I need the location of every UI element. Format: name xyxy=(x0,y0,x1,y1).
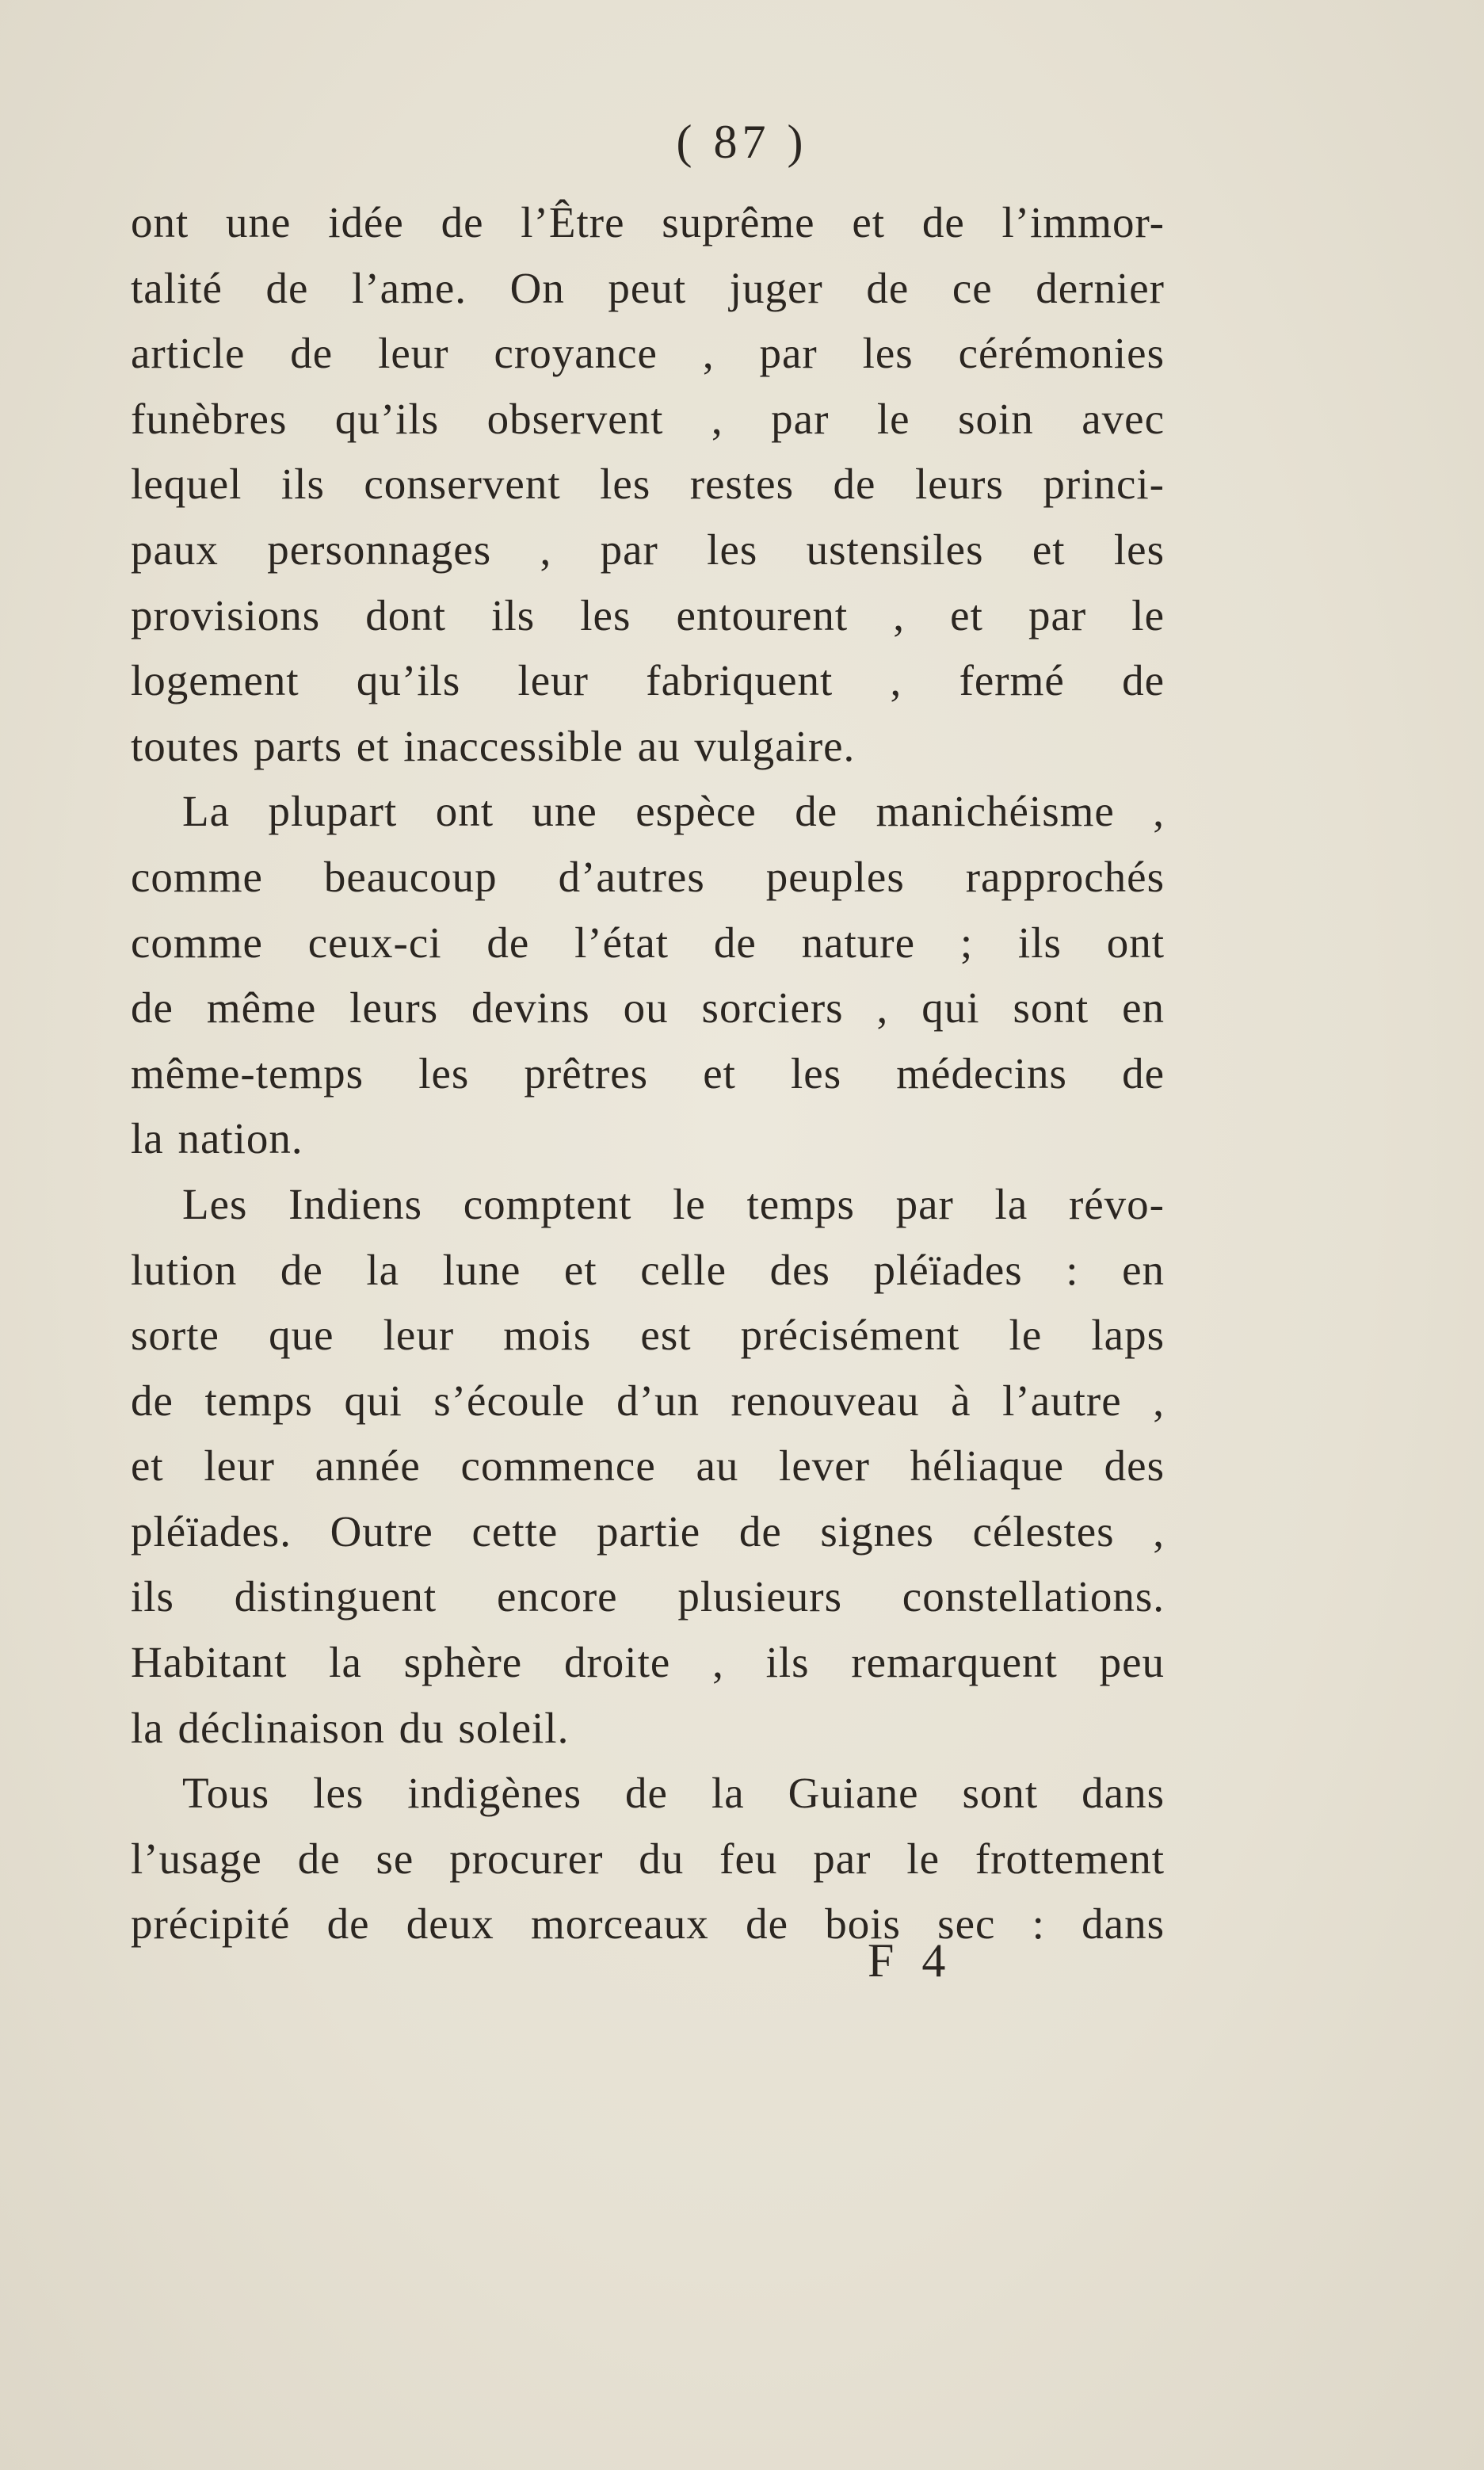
text-line: funèbres qu’ils observent , par le soin avec xyxy=(131,394,1165,443)
text-line: de même leurs devins ou sorciers , qui sont en xyxy=(131,983,1165,1033)
paragraph xyxy=(131,190,1165,779)
paragraph xyxy=(131,779,1165,1172)
text-line: talité de l’ame. On peut juger de ce dernier xyxy=(131,263,1165,312)
text-line: lequel ils conservent les restes de leurs princi- xyxy=(131,460,1165,509)
signature-mark: F 4 xyxy=(868,1934,954,1987)
text-line: logement qu’ils leur fabriquent , fermé de xyxy=(131,656,1165,705)
text-line: et leur année commence au lever héliaque des xyxy=(131,1441,1165,1491)
paragraph xyxy=(131,1761,1165,1957)
text-line: comme beaucoup d’autres peuples rapprochés xyxy=(131,852,1165,901)
text-line: Habitant la sphère droite , ils remarquent peu xyxy=(131,1638,1165,1687)
text-line: l’usage de se procurer du feu par le frottement xyxy=(131,1834,1165,1883)
text-line: comme ceux-ci de l’état de nature ; ils ont xyxy=(131,918,1165,967)
text-line: La plupart ont une espèce de manichéisme , xyxy=(182,787,1165,836)
body-text xyxy=(131,190,1165,1957)
text-line: toutes parts et inaccessible au vulgaire. xyxy=(131,721,856,770)
text-line: Les Indiens comptent le temps par la révo- xyxy=(182,1179,1165,1228)
text-line: la nation. xyxy=(131,1114,303,1163)
text-line: article de leur croyance , par les cérémonies xyxy=(131,329,1165,378)
text-line: de temps qui s’écoule d’un renouveau à l’autre , xyxy=(131,1376,1165,1425)
text-line: lution de la lune et celle des pléïades : en xyxy=(131,1245,1165,1294)
text-line: sorte que leur mois est précisément le laps xyxy=(131,1311,1165,1360)
text-line: même-temps les prêtres et les médecins de xyxy=(131,1048,1165,1098)
text-line: paux personnages , par les ustensiles et les xyxy=(131,525,1165,574)
text-line: provisions dont ils les entourent , et par le xyxy=(131,590,1165,639)
text-line: ils distinguent encore plusieurs constellations. xyxy=(131,1572,1165,1621)
page-number-header: ( 87 ) xyxy=(676,116,808,168)
text-line: pléïades. Outre cette partie de signes célestes , xyxy=(131,1506,1165,1556)
text-line: Tous les indigènes de la Guiane sont dans xyxy=(182,1769,1165,1818)
text-line: la déclinaison du soleil. xyxy=(131,1703,570,1752)
text-line: précipité de deux morceaux de bois sec : dans xyxy=(131,1899,1165,1949)
paragraph xyxy=(131,1172,1165,1761)
text-line: ont une idée de l’Être suprême et de l’immor- xyxy=(131,198,1165,246)
